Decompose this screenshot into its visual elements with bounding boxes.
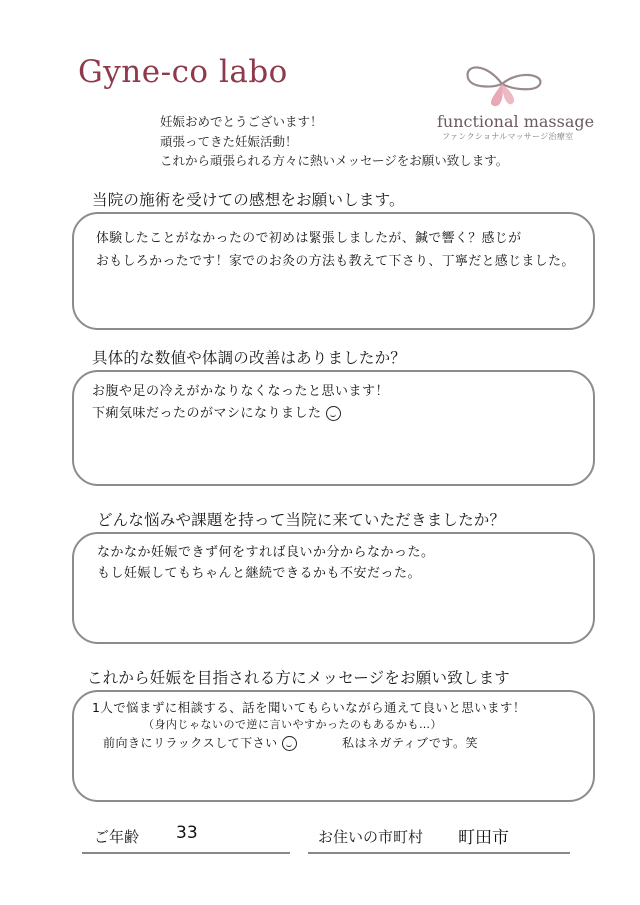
- answer-line-with-smile: [92, 402, 341, 421]
- age-label: ご年齢: [94, 828, 140, 846]
- answer-line: 体験したことがなかったので初めは緊張しましたが、鍼で響く？感じが: [96, 231, 522, 246]
- question-concerns: どんな悩みや課題を持って当院に来ていただきましたか？: [97, 511, 506, 529]
- intro-message: [160, 112, 508, 171]
- intro-line: 妊娠おめでとうございます！: [160, 114, 323, 129]
- answer-line: もし妊娠してもちゃんと継続できるかも不安だった。: [97, 566, 422, 581]
- answer-line: お腹や足の冷えがかなりなくなったと思います！: [92, 384, 390, 399]
- answer-line: （身内じゃないので逆に言いやすかったのもあるかも…）: [143, 718, 442, 731]
- butterfly-logo-icon: [456, 60, 548, 110]
- answer-line-with-smile: [103, 734, 297, 751]
- city-value: 町田市: [458, 828, 509, 848]
- answer-line: 私はネガティブです。笑: [342, 736, 478, 750]
- answer-line: 前向きにリラックスして下さい: [103, 736, 278, 750]
- question-message: これから妊娠を目指される方にメッセージをお願い致します: [87, 669, 510, 687]
- logo-text: functional massage: [437, 112, 595, 131]
- answer-line: なかなか妊娠できず何をすれば良いか分からなかった。: [97, 545, 435, 560]
- brand-title: Gyne-co labo: [78, 54, 288, 90]
- city-underline: [308, 852, 570, 854]
- logo-subtext: ファンクショナルマッサージ治療室: [442, 132, 574, 141]
- answer-line: おもしろかったです！家でのお灸の方法も教えて下さり、丁寧だと感じました。: [96, 254, 575, 269]
- city-label: お住いの市町村: [318, 828, 424, 846]
- intro-line: 頑張ってきた妊娠活動！: [160, 133, 298, 149]
- age-underline: [82, 852, 290, 854]
- smiley-icon: [326, 406, 341, 421]
- intro-line: これから頑張られる方々に熱いメッセージをお願い致します。: [160, 153, 509, 168]
- answer-line: 1人で悩まずに相談する、話を聞いてもらいながら通えて良いと思います！: [92, 700, 526, 715]
- question-improvement: 具体的な数値や体調の改善はありましたか？: [92, 349, 407, 367]
- answer-line: 下痢気味だったのがマシになりました: [92, 406, 322, 421]
- smiley-icon: [282, 736, 297, 751]
- question-impression: 当院の施術を受けての感想をお願いします。: [92, 191, 405, 209]
- age-value: 33: [176, 823, 198, 843]
